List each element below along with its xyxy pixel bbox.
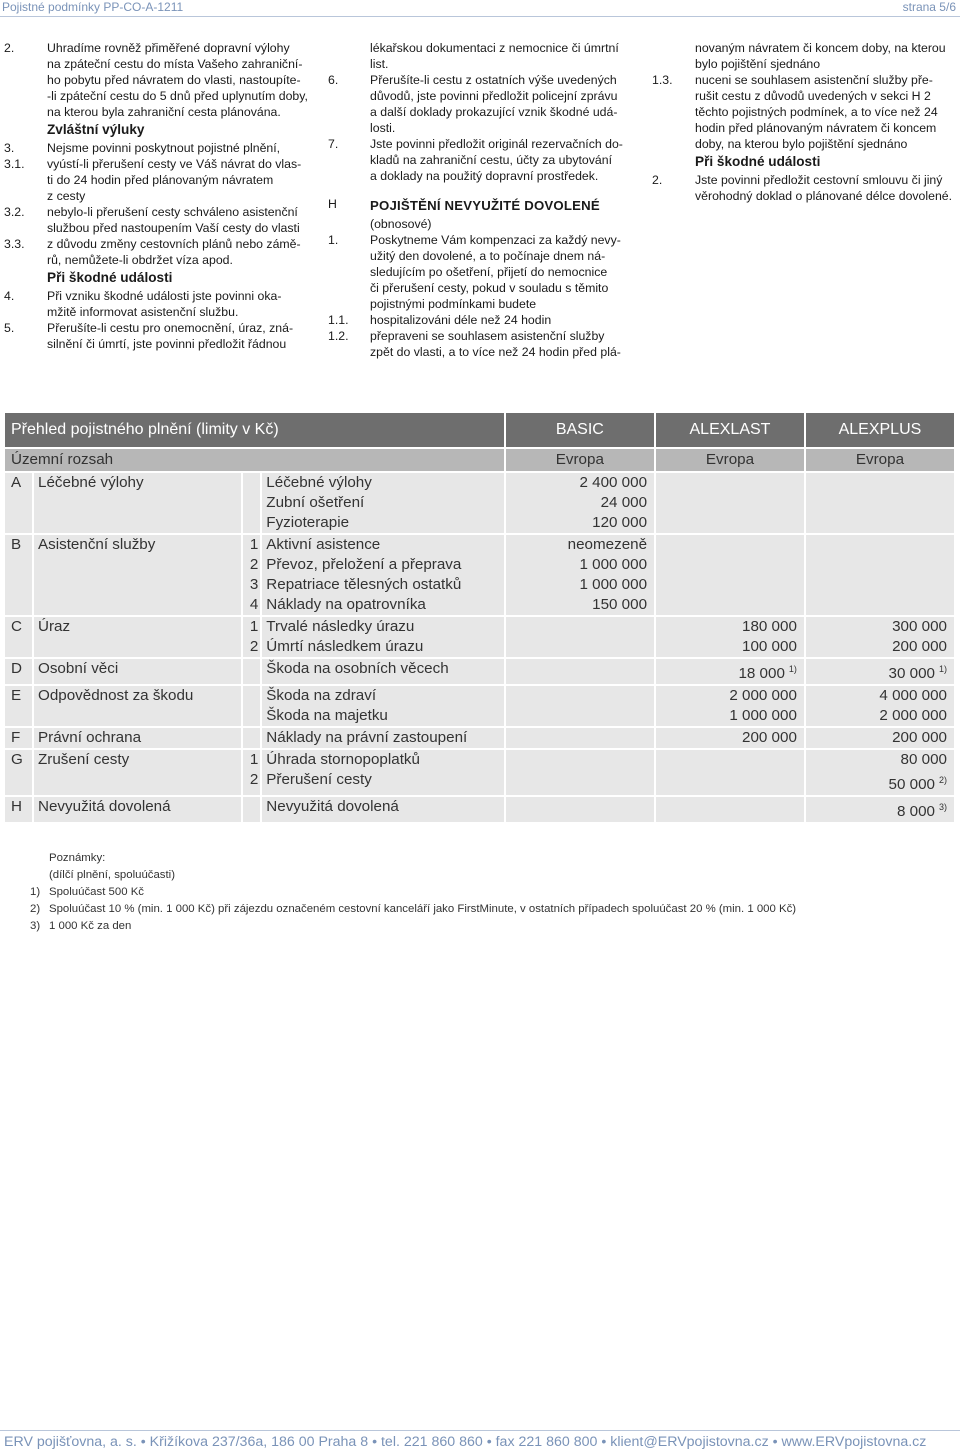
section-heading: Zvláštní výluky bbox=[47, 122, 145, 137]
clause-text: Při vzniku škodné události jste povinni oka- mžitě informovat asistenční službu. bbox=[47, 289, 282, 319]
clause-text: nuceni se souhlasem asistenční služby pře- rušit cestu z důvodů uvedených v sekci H 2 těchto pojistných podmínek, a to více než 24 hodin před plánovaným návratem či koncem doby, na kterou bylo pojištění sjednáno bbox=[695, 73, 938, 151]
table-row bbox=[5, 659, 954, 684]
table-row bbox=[5, 728, 954, 748]
clause-text: Přerušíte-li cestu z ostatních výše uvedených důvodů, jste povinni předložit policejní zprávu a další doklady prokazující vznik škodné udá- losti. bbox=[370, 73, 618, 135]
clause-text: Uhradíme rovněž přiměřené dopravní výlohy na zpáteční cestu do místa Vašeho zahraniční- ho pobytu před návratem do vlasti, nastoupíte- -li zpáteční cestu do 5 dnů před uplynutím doby, na kterou byla zahraniční cesta plánována. bbox=[47, 41, 308, 119]
value-text: 200 000 bbox=[892, 729, 947, 746]
note-item bbox=[30, 901, 796, 918]
value-text: 2 400 000 24 000 120 000 bbox=[579, 474, 648, 531]
value-text: 80 000 50 000 bbox=[888, 751, 947, 793]
table-row bbox=[5, 473, 954, 533]
row-item-numbers: 1 2 bbox=[243, 617, 260, 657]
note-item bbox=[30, 884, 796, 901]
section-heading: Při škodné události bbox=[695, 154, 821, 169]
row-category: Osobní věci bbox=[34, 659, 241, 684]
clause-text: nebylo-li přerušení cesty schváleno asistenční službou před nastoupením Vaší cesty do vlasti bbox=[47, 205, 300, 235]
row-letter: F bbox=[5, 728, 32, 748]
table-header-row bbox=[5, 413, 954, 447]
package-alexplus: ALEXPLUS bbox=[806, 413, 954, 447]
table-row bbox=[5, 797, 954, 822]
row-value-basic bbox=[506, 617, 654, 657]
row-category: Zrušení cesty bbox=[34, 750, 241, 795]
clause bbox=[4, 204, 322, 236]
clause-text: Jste povinni předložit cestovní smlouvu či jiný věrohodný doklad o plánované délce dovolené. bbox=[695, 173, 953, 203]
clause-text: hospitalizováni déle než 24 hodin bbox=[370, 313, 552, 327]
table-row bbox=[5, 535, 954, 615]
scope-label: Územní rozsah bbox=[5, 449, 504, 471]
row-value-alexplus bbox=[806, 659, 954, 684]
text-column-2 bbox=[328, 40, 640, 360]
row-letter: D bbox=[5, 659, 32, 684]
row-value-alexplus bbox=[806, 473, 954, 533]
section-heading: POJIŠTĚNÍ NEVYUŽITÉ DOVOLENÉ bbox=[370, 198, 600, 213]
clause bbox=[328, 216, 640, 232]
notes-title: Poznámky: bbox=[49, 852, 106, 864]
text-column-3 bbox=[652, 40, 956, 204]
clause bbox=[328, 40, 640, 72]
note-text: Spoluúčast 500 Kč bbox=[49, 886, 144, 898]
value-text: 4 000 000 2 000 000 bbox=[879, 687, 947, 724]
row-item-numbers bbox=[243, 659, 260, 684]
clause bbox=[4, 40, 322, 120]
page-footer: ERV pojišťovna, a. s. • Křižíkova 237/36a, 186 00 Praha 8 • tel. 221 860 860 • fax 221 860 800 • klient@ERVpojistovna.cz • www.ERVpojistovna.cz bbox=[4, 1434, 927, 1450]
clause bbox=[652, 40, 956, 72]
row-value-alexlast bbox=[656, 728, 804, 748]
row-category: Právní ochrana bbox=[34, 728, 241, 748]
row-value-basic bbox=[506, 535, 654, 615]
row-category: Asistenční služby bbox=[34, 535, 241, 615]
package-alexlast: ALEXLAST bbox=[656, 413, 804, 447]
row-items: Nevyužitá dovolená bbox=[262, 797, 503, 822]
clause-number: 3.2. bbox=[4, 205, 25, 219]
page-number: strana 5/6 bbox=[902, 0, 956, 14]
row-items: Škoda na osobních věcech bbox=[262, 659, 503, 684]
value-text: 30 000 bbox=[888, 665, 935, 682]
row-value-alexplus bbox=[806, 535, 954, 615]
clause-text: lékařskou dokumentaci z nemocnice či úmrtní list. bbox=[370, 41, 619, 71]
clause-number: 4. bbox=[4, 289, 15, 303]
table-scope-row bbox=[5, 449, 954, 471]
footer-divider bbox=[0, 1430, 960, 1431]
row-value-alexlast bbox=[656, 797, 804, 822]
note-text: Spoluúčast 10 % (min. 1 000 Kč) při zájezdu označeném cestovní kanceláří jako FirstMinute, v ostatních případech spoluúčast 20 % (min. 1 000 Kč) bbox=[49, 903, 797, 915]
clause bbox=[652, 72, 956, 152]
clause bbox=[4, 156, 322, 204]
clause-text: vyústí-li přerušení cesty ve Váš návrat do vlas- ti do 24 hodin před plánovaným návratem z cesty bbox=[47, 157, 302, 203]
row-value-alexplus bbox=[806, 686, 954, 726]
row-items: Aktivní asistence Převoz, přeložení a přeprava Repatriace tělesných ostatků Náklady na opatrovníka bbox=[262, 535, 503, 615]
footnote-ref: 1) bbox=[938, 664, 947, 674]
clause bbox=[328, 196, 640, 216]
row-value-alexplus bbox=[806, 617, 954, 657]
row-value-basic bbox=[506, 728, 654, 748]
row-category: Úraz bbox=[34, 617, 241, 657]
clause-text: Poskytneme Vám kompenzaci za každý nevy- užitý den dovolené, a to počínaje dnem ná- sledujícím po ošetření, přijetí do nemocnice či přerušení cesty, pokud v souladu s těmito pojistnými podmínkami budete bbox=[370, 233, 621, 311]
row-letter: A bbox=[5, 473, 32, 533]
row-value-basic bbox=[506, 797, 654, 822]
footnote-ref: 2) bbox=[938, 775, 947, 785]
clause bbox=[328, 312, 640, 328]
row-value-alexlast bbox=[656, 659, 804, 684]
row-value-alexlast bbox=[656, 750, 804, 795]
row-items: Trvalé následky úrazu Úmrtí následkem úrazu bbox=[262, 617, 503, 657]
value-text: 180 000 100 000 bbox=[742, 618, 797, 655]
clause-number: 2. bbox=[652, 173, 663, 187]
text-column-1 bbox=[4, 40, 322, 352]
package-basic: BASIC bbox=[506, 413, 654, 447]
footnote-ref: 3) bbox=[938, 802, 947, 812]
row-item-numbers bbox=[243, 473, 260, 533]
row-value-basic bbox=[506, 686, 654, 726]
row-value-alexlast bbox=[656, 473, 804, 533]
row-value-alexplus bbox=[806, 750, 954, 795]
value-text: neomezeně 1 000 000 1 000 000 150 000 bbox=[567, 536, 648, 613]
header-divider bbox=[0, 16, 960, 17]
row-category: Odpovědnost za škodu bbox=[34, 686, 241, 726]
clause-number: H bbox=[328, 197, 337, 211]
note-item bbox=[30, 918, 796, 935]
row-category: Nevyužitá dovolená bbox=[34, 797, 241, 822]
row-letter: B bbox=[5, 535, 32, 615]
row-value-basic bbox=[506, 750, 654, 795]
value-text: 2 000 000 1 000 000 bbox=[729, 687, 797, 724]
clause-number: 1.2. bbox=[328, 329, 349, 343]
row-item-numbers bbox=[243, 728, 260, 748]
row-letter: H bbox=[5, 797, 32, 822]
table-title: Přehled pojistného plnění (limity v Kč) bbox=[5, 413, 504, 447]
row-value-alexlast bbox=[656, 535, 804, 615]
clause-text: Přerušíte-li cestu pro onemocnění, úraz, zná- silnění či úmrtí, jste povinni předložit řádnou bbox=[47, 321, 294, 351]
row-value-basic bbox=[506, 659, 654, 684]
clause bbox=[328, 328, 640, 360]
clause bbox=[4, 236, 322, 268]
notes-subtitle: (dílčí plnění, spoluúčasti) bbox=[49, 869, 175, 881]
clause-number: 1.1. bbox=[328, 313, 349, 327]
row-letter: C bbox=[5, 617, 32, 657]
clause-text: Jste povinni předložit originál rezervačních do- kladů na zahraniční cestu, účty za ubytování a doklady na použitý dopravní prostředek. bbox=[370, 137, 623, 183]
value-text: 200 000 bbox=[742, 729, 797, 746]
value-text: 18 000 bbox=[738, 665, 785, 682]
row-item-numbers bbox=[243, 797, 260, 822]
row-items: Náklady na právní zastoupení bbox=[262, 728, 503, 748]
row-letter: G bbox=[5, 750, 32, 795]
clause bbox=[328, 72, 640, 136]
clause-text: přepraveni se souhlasem asistenční služby zpět do vlasti, a to více než 24 hodin před plá- bbox=[370, 329, 621, 359]
clause-text: Nejsme povinni poskytnout pojistné plnění, bbox=[47, 141, 281, 155]
clause bbox=[4, 288, 322, 320]
clause bbox=[328, 232, 640, 312]
row-item-numbers bbox=[243, 686, 260, 726]
clause-number: 6. bbox=[328, 73, 339, 87]
row-value-alexplus bbox=[806, 728, 954, 748]
row-item-numbers: 1 2 bbox=[243, 750, 260, 795]
footnote-ref: 1) bbox=[788, 664, 797, 674]
row-letter: E bbox=[5, 686, 32, 726]
note-number: 2) bbox=[30, 903, 41, 915]
clause-number: 1. bbox=[328, 233, 339, 247]
row-item-numbers: 1 2 3 4 bbox=[243, 535, 260, 615]
document-code: Pojistné podmínky PP-CO-A-1211 bbox=[2, 0, 184, 14]
scope-basic: Evropa bbox=[506, 449, 654, 471]
clause-number: 3. bbox=[4, 141, 15, 155]
value-text: 300 000 200 000 bbox=[892, 618, 947, 655]
scope-alexlast: Evropa bbox=[656, 449, 804, 471]
note-number: 3) bbox=[30, 920, 41, 932]
clause-number: 3.3. bbox=[4, 237, 25, 251]
table-row bbox=[5, 617, 954, 657]
scope-alexplus: Evropa bbox=[806, 449, 954, 471]
row-category: Léčebné výlohy bbox=[34, 473, 241, 533]
clause bbox=[652, 172, 956, 204]
row-value-basic bbox=[506, 473, 654, 533]
row-value-alexlast bbox=[656, 686, 804, 726]
clause bbox=[4, 140, 322, 156]
note-text: 1 000 Kč za den bbox=[49, 920, 132, 932]
section-heading: Při škodné události bbox=[47, 270, 173, 285]
value-text: 8 000 bbox=[896, 803, 935, 820]
table-row bbox=[5, 750, 954, 795]
note-number: 1) bbox=[30, 886, 41, 898]
clause-number: 5. bbox=[4, 321, 15, 335]
row-value-alexlast bbox=[656, 617, 804, 657]
clause-number: 3.1. bbox=[4, 157, 25, 171]
row-items: Léčebné výlohy Zubní ošetření Fyzioterapie bbox=[262, 473, 503, 533]
clause-text: (obnosové) bbox=[370, 217, 432, 231]
clause-text: novaným návratem či koncem doby, na kterou bylo pojištění sjednáno bbox=[695, 41, 946, 71]
row-items: Škoda na zdraví Škoda na majetku bbox=[262, 686, 503, 726]
clause-number: 7. bbox=[328, 137, 339, 151]
clause-number: 1.3. bbox=[652, 73, 673, 87]
row-value-alexplus bbox=[806, 797, 954, 822]
benefits-overview-table bbox=[3, 411, 956, 824]
clause bbox=[4, 320, 322, 352]
page-header bbox=[0, 0, 960, 14]
clause-number: 2. bbox=[4, 41, 15, 55]
table-row bbox=[5, 686, 954, 726]
clause-text: z důvodu změny cestovních plánů nebo zámě- rů, nemůžete-li obdržet víza apod. bbox=[47, 237, 301, 267]
clause bbox=[328, 136, 640, 184]
row-items: Úhrada stornopoplatků Přerušení cesty bbox=[262, 750, 503, 795]
notes bbox=[30, 850, 796, 935]
